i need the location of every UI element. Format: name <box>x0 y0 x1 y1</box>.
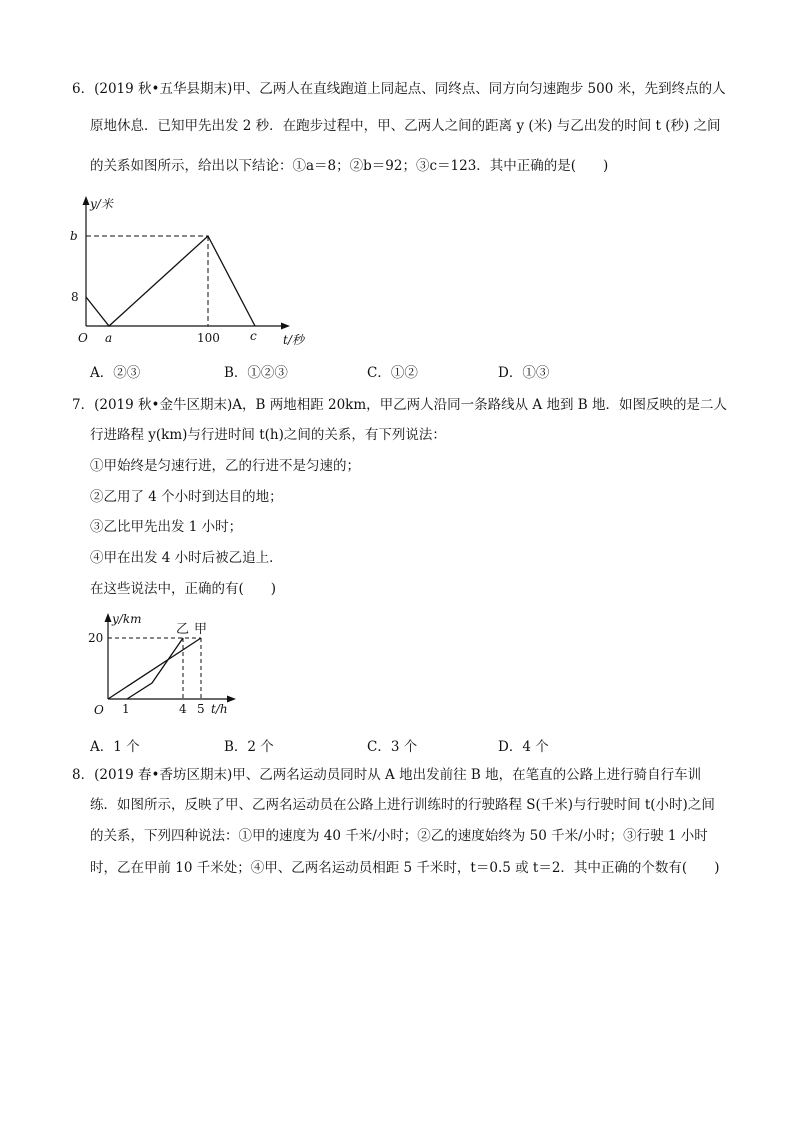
q7-origin-label: O <box>94 703 104 717</box>
q7-jia-line <box>108 638 201 699</box>
q6-choice-c[interactable]: C．①② <box>367 365 418 381</box>
q6-label-c: c <box>250 329 257 343</box>
q6-label-100: 100 <box>197 331 220 345</box>
q7-choice-d[interactable]: D．4 个 <box>498 739 549 755</box>
q7-choice-a[interactable]: A．1 个 <box>90 739 140 755</box>
q6-text-line3: 的关系如图所示，给出以下结论：①a＝8；②b＝92；③c＝123．其中正确的是( ) <box>90 158 609 174</box>
q6-choice-d[interactable]: D．①③ <box>498 365 550 381</box>
q6-label-b: b <box>70 229 78 243</box>
q7-series-label-jia: 甲 <box>194 622 208 637</box>
q7-label-4: 4 <box>179 702 187 716</box>
q7-yi-line <box>127 638 183 699</box>
q7-x-arrow <box>227 696 236 703</box>
q6-y-arrow <box>83 196 90 205</box>
q7-label-5: 5 <box>197 702 205 716</box>
q7-statement-1: ①甲始终是匀速行进，乙的行进不是匀速的； <box>90 458 360 474</box>
q6-label-a: a <box>105 331 113 345</box>
q6-x-axis-label: t/秒 <box>283 333 304 347</box>
q6-choice-a[interactable]: A．②③ <box>90 365 141 381</box>
q8-text-line4: 时，乙在甲前 10 千米处；④甲、乙两名运动员相距 5 千米时，t＝0.5 或 t＝2．其中正确的个数有( ) <box>90 860 720 876</box>
q6-text-line1: 6．(2019 秋•五华县期末)甲、乙两人在直线跑道上同起点、同终点、同方向匀速跑步 500 米，先到终点的人 <box>72 81 726 97</box>
q6-label-8: 8 <box>71 290 79 304</box>
q7-statement-2: ②乙用了 4 个小时到达目的地； <box>90 489 283 505</box>
q7-text-line1: 7．(2019 秋•金牛区期末)A，B 两地相距 20km，甲乙两人沿同一条路线从 A 地到 B 地．如图反映的是二人 <box>72 397 727 413</box>
q7-series-label-yi: 乙 <box>176 622 190 637</box>
q6-text-line2: 原地休息．已知甲先出发 2 秒．在跑步过程中，甲、乙两人之间的距离 y (米) 与乙出发的时间 t (秒) 之间 <box>90 118 721 134</box>
q6-origin-label: O <box>78 331 88 345</box>
q7-y-axis-label: y/km <box>112 612 142 626</box>
q7-choice-b[interactable]: B．2 个 <box>224 739 274 755</box>
q7-prompt: 在这些说法中，正确的有( ) <box>90 581 277 597</box>
q7-label-20: 20 <box>88 631 104 645</box>
q7-choice-c[interactable]: C．3 个 <box>367 739 418 755</box>
q8-text-line2: 练．如图所示，反映了甲、乙两名运动员在公路上进行训练时的行驶路程 S(千米)与行驶时间 t(小时)之间 <box>90 797 715 813</box>
q7-text-line2: 行进路程 y(km)与行进时间 t(h)之间的关系，有下列说法： <box>90 427 446 443</box>
q7-x-axis-label: t/h <box>211 702 228 716</box>
q8-text-line1: 8．(2019 春•香坊区期末)甲、乙两名运动员同时从 A 地出发前往 B 地，在笔直的公路上进行骑自行车训 <box>72 767 702 783</box>
q6-y-axis-label: y/米 <box>90 197 113 211</box>
q6-distance-line <box>86 236 255 326</box>
q6-x-arrow <box>281 323 290 330</box>
q6-choice-b[interactable]: B．①②③ <box>224 365 288 381</box>
q7-statement-4: ④甲在出发 4 小时后被乙追上． <box>90 550 283 566</box>
q7-label-1: 1 <box>122 702 130 716</box>
q7-y-arrow <box>105 613 112 622</box>
q7-statement-3: ③乙比甲先出发 1 小时； <box>90 519 243 535</box>
q8-text-line3: 的关系，下列四种说法：①甲的速度为 40 千米/小时；②乙的速度始终为 50 千米/小时；③行驶 1 小时 <box>90 828 708 844</box>
